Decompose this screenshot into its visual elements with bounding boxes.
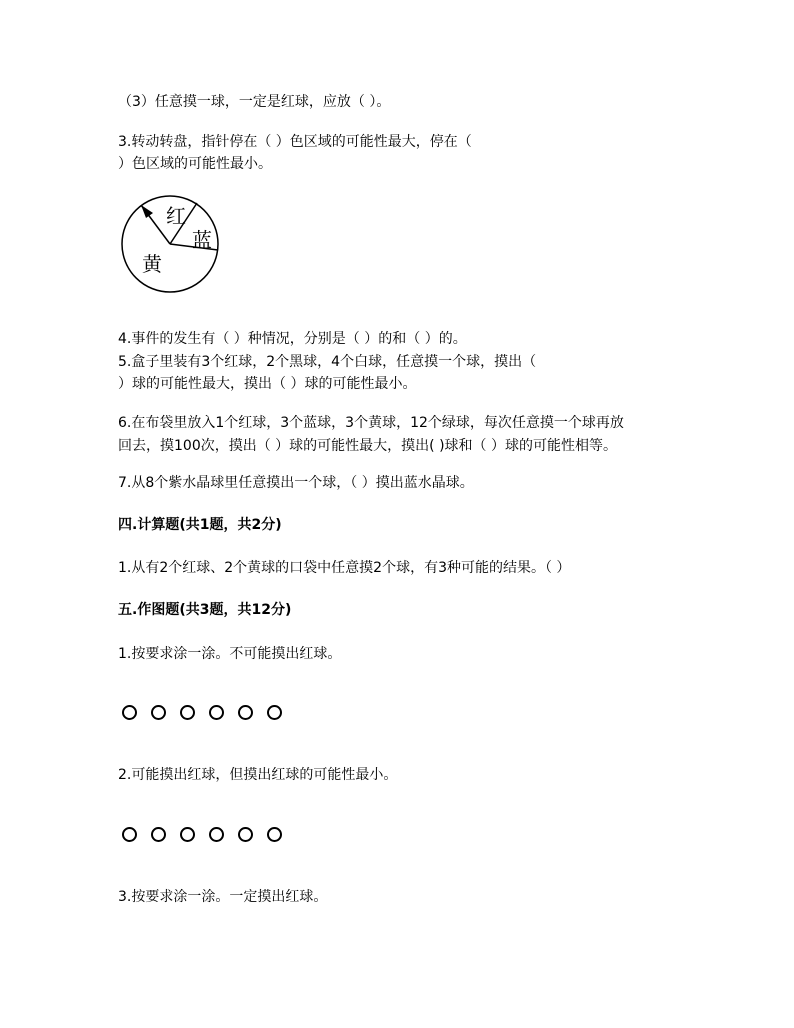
drawing-question-1: 1.按要求涂一涂。不可能摸出红球。: [118, 646, 342, 662]
question-6-line2: 回去，摸100次，摸出（ ）球的可能性最大，摸出( )球和（ ）球的可能性相等。: [118, 438, 617, 454]
ball-circle[interactable]: [180, 705, 195, 720]
question-3-3: （3）任意摸一球，一定是红球，应放（ ）。: [118, 94, 391, 110]
calc-question-1: 1.从有2个红球、2个黄球的口袋中任意摸2个球，有3种可能的结果。（ ）: [118, 560, 571, 576]
question-5-line1: 5.盒子里装有3个红球，2个黑球，4个白球，任意摸一个球，摸出（: [118, 354, 537, 370]
question-6-line1: 6.在布袋里放入1个红球，3个蓝球，3个黄球，12个绿球，每次任意摸一个球再放: [118, 415, 624, 431]
drawing-question-3: 3.按要求涂一涂。一定摸出红球。: [118, 889, 328, 905]
question-4: 4.事件的发生有（ ）种情况，分别是（ ）的和（ ）的。: [118, 331, 467, 347]
spinner-diagram: [120, 194, 220, 294]
ball-row-1: [122, 705, 282, 720]
spinner-label-yellow: 黄: [142, 252, 162, 276]
question-7: 7.从8个紫水晶球里任意摸出一个球，（ ）摸出蓝水晶球。: [118, 475, 474, 491]
drawing-question-2: 2.可能摸出红球，但摸出红球的可能性最小。: [118, 767, 398, 783]
question-5-line2: ）球的可能性最大，摸出（ ）球的可能性最小。: [118, 376, 417, 392]
ball-circle[interactable]: [267, 705, 282, 720]
section-heading-drawing: 五.作图题(共3题，共12分): [118, 602, 292, 618]
section-heading-calc: 四.计算题(共1题，共2分): [118, 517, 282, 533]
ball-circle[interactable]: [151, 827, 166, 842]
ball-circle[interactable]: [180, 827, 195, 842]
ball-circle[interactable]: [209, 705, 224, 720]
ball-circle[interactable]: [238, 827, 253, 842]
question-3-line2: ）色区域的可能性最小。: [118, 156, 272, 172]
spinner-label-blue: 蓝: [192, 228, 212, 252]
question-3-line1: 3.转动转盘，指针停在（ ）色区域的可能性最大，停在（: [118, 134, 472, 150]
ball-row-2: [122, 827, 282, 842]
ball-circle[interactable]: [151, 705, 166, 720]
spinner-label-red: 红: [166, 204, 186, 228]
ball-circle[interactable]: [238, 705, 253, 720]
ball-circle[interactable]: [209, 827, 224, 842]
ball-circle[interactable]: [122, 705, 137, 720]
spinner-pointer-arrowhead: [141, 205, 153, 218]
ball-circle[interactable]: [267, 827, 282, 842]
ball-circle[interactable]: [122, 827, 137, 842]
